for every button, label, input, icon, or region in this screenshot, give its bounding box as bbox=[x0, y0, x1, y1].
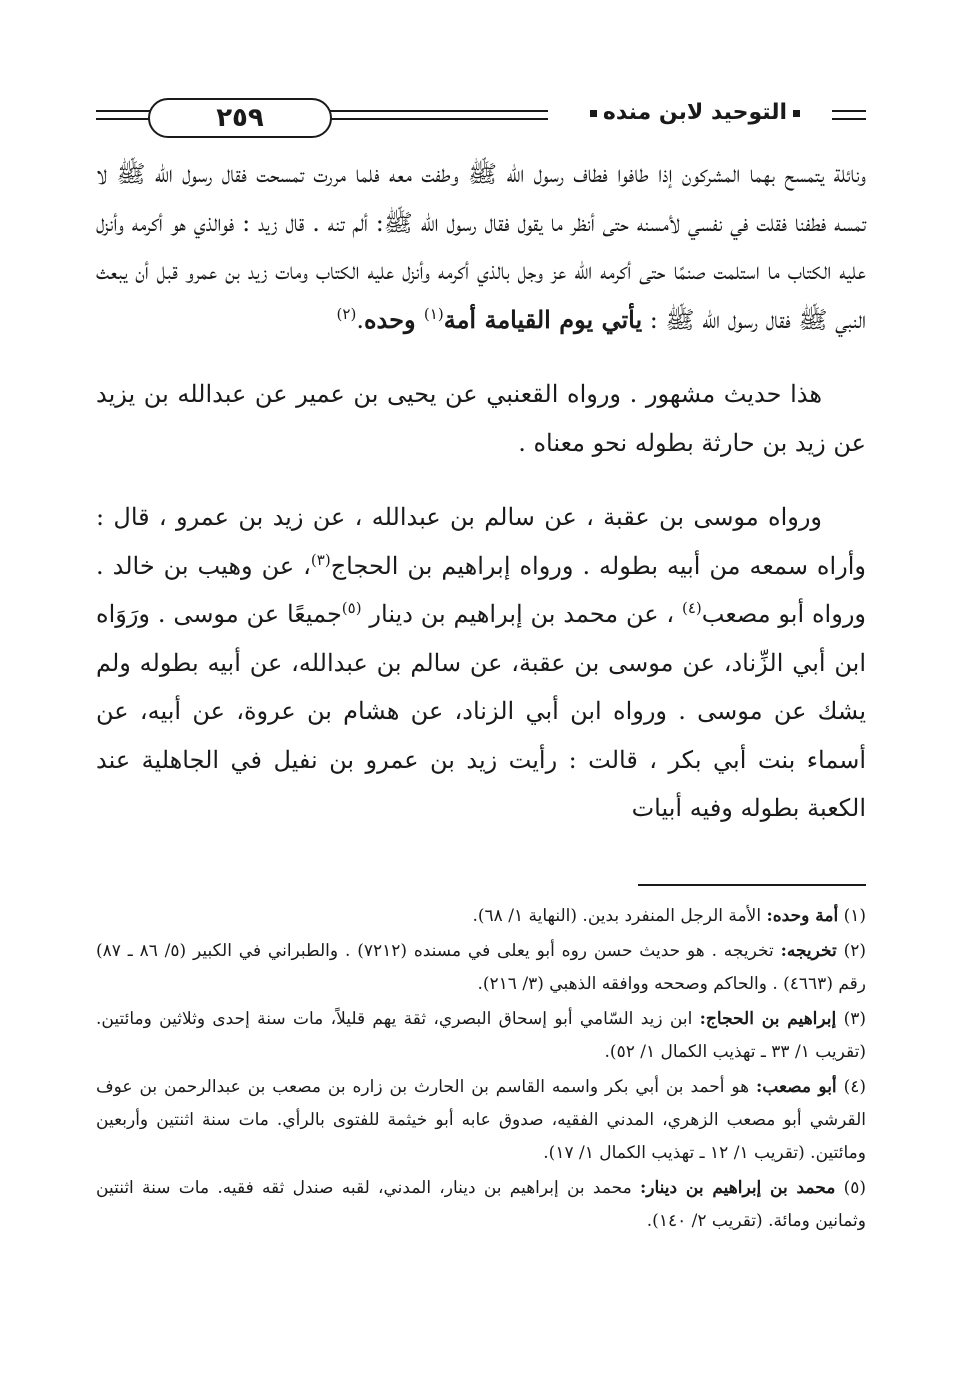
title-marker-right bbox=[793, 110, 800, 117]
footnote-1 bbox=[96, 900, 866, 933]
footnote-text: ابن زيد السّامي أبو إسحاق البصري، ثقة يهم قليلاً، مات سنة إحدى وثلاثين ومائتين. (تقريب ١/ ٣٣ ـ تهذيب الكمال ١/ ٥٢). bbox=[96, 1009, 866, 1062]
header-rule-left-top bbox=[96, 110, 156, 112]
paragraph-3-text-c: ، عن محمد بن إبراهيم بن دينار bbox=[361, 600, 682, 628]
paragraph-3-text-a: ورواه موسى بن عقبة ، عن سالم بن عبدالله ، عن زيد بن عمرو ، قال : وأراه سمعه من أبيه بطوله . ورواه إبراهيم بن الحجاج bbox=[96, 503, 866, 580]
footnotes bbox=[96, 900, 866, 1240]
footnote-text: هو أحمد بن أبي بكر واسمه القاسم بن الحارث بن زاره بن مصعب بن عبدالرحمن بن عوف القرشي أبو مصعب الزهري، المدني الفقيه، صدوق عابه أبو خيثمة للفتوى بالرأي. مات سنة اثنتين وأربعين ومائتين. (تقريب ١/ ١٢ ـ تهذيب الكمال ١/ ١٧). bbox=[96, 1077, 866, 1163]
header-rule-mid-top bbox=[328, 110, 548, 112]
footnote-label: أمة وحده: bbox=[766, 906, 839, 926]
header-rule-left-bottom bbox=[96, 118, 156, 120]
paragraph-1-bold-2: وحده bbox=[363, 304, 424, 334]
footnote-number: (٥) bbox=[843, 1178, 867, 1198]
paragraph-2: هذا حديث مشهور . ورواه القعنبي عن يحيى بن عمير عن عبدالله بن يزيد عن زيد بن حارثة بطوله نحو معناه . bbox=[96, 380, 866, 457]
paragraph-3-text-d: جميعًا عن موسى . ورَوَاه ابن أبي الزِّناد، عن موسى بن عقبة، عن سالم بن عبدالله، عن أبيه بطوله ولم يشك عن موسى . ورواه ابن أبي الزناد، عن هشام بن عروة، عن أبيه، عن أسماء بنت أبي بكر ، قالت : رأيت زيد بن عمرو بن نفيل في الجاهلية عند الكعبة بطوله وفيه أبيات bbox=[96, 600, 866, 822]
footnote-ref-5: (٥) bbox=[341, 599, 362, 617]
footnote-label: محمد بن إبراهيم بن دينار: bbox=[640, 1178, 836, 1198]
paragraph-3-text-b: ، عن وهيب بن خالد . ورواه أبو مصعب bbox=[96, 551, 866, 628]
footnote-3 bbox=[96, 1003, 866, 1069]
footnote-5 bbox=[96, 1172, 866, 1238]
footnote-separator bbox=[638, 884, 866, 886]
page-number-text: ٢٥٩ bbox=[216, 103, 264, 133]
footnote-number: (٤) bbox=[843, 1077, 866, 1097]
paragraph-1-bold: يأتي يوم القيامة أمة bbox=[443, 304, 643, 334]
footnote-text: محمد بن إبراهيم بن دينار، المدني، لقبه صندل ثقه فقيه. مات سنة اثنتين وثمانين ومائة. (تقريب ٢/ ١٤٠). bbox=[96, 1178, 866, 1231]
header-rule-right-top bbox=[832, 110, 866, 112]
footnote-4 bbox=[96, 1071, 866, 1170]
page-header bbox=[96, 96, 866, 142]
footnote-ref-2: (٢) bbox=[336, 304, 357, 323]
page-number bbox=[148, 98, 332, 138]
footnote-text: الأمة الرجل المنفرد بدين. (النهاية ١/ ٦٨). bbox=[472, 906, 767, 926]
paragraph-1-end: . bbox=[356, 305, 364, 334]
footnote-ref-1: (١) bbox=[423, 304, 444, 323]
header-rule-right-bottom bbox=[832, 118, 866, 120]
footnote-label: إبراهيم بن الحجاج: bbox=[699, 1009, 837, 1029]
footnote-text: تخريجه . هو حديث حسن روه أبو يعلى في مسنده (٧٢١٢) . والطبراني في الكبير (٥/ ٨٦ ـ ٨٧) رقم (٤٦٦٣) . والحاكم وصححه ووافقه الذهبي (٣/ ٢١٦). bbox=[96, 941, 866, 994]
footnote-2 bbox=[96, 935, 866, 1001]
header-rule-mid-bottom bbox=[328, 118, 548, 120]
paragraph-1-text: ونائلة يتمسح بهما المشركون إذا طافوا فطاف رسول الله ﷺ وطفت معه فلما مررت تمسحت فقال رسول الله ﷺ لا تمسه فطفنا فقلت في نفسي لأمسنه حتى أنظر ما يقول فقال رسول الله ﷺ: ألم تنه . قال زيد : فوالذي هو أكرمه وأنزل عليه الكتاب ما استلمت صنمًا حتى أكرمه الله عز وجل بالذي أكرمه وأنزل عليه الكتاب ومات زيد بن عمرو قبل أن يبعث النبي ﷺ فقال رسول الله ﷺ : bbox=[96, 160, 866, 334]
footnote-label: تخريجه: bbox=[780, 941, 837, 961]
paragraph-3 bbox=[96, 493, 866, 833]
footnote-number: (١) bbox=[843, 906, 866, 926]
footnote-ref-4: (٤) bbox=[681, 599, 702, 617]
main-text bbox=[96, 150, 866, 833]
book-title-text: التوحيد لابن منده bbox=[602, 100, 788, 125]
footnote-number: (٣) bbox=[843, 1009, 866, 1029]
footnote-label: أبو مصعب: bbox=[755, 1077, 837, 1097]
footnote-number: (٢) bbox=[843, 941, 867, 961]
title-marker-left bbox=[590, 110, 597, 117]
footnote-ref-3: (٣) bbox=[310, 550, 331, 569]
book-title bbox=[570, 100, 820, 125]
paragraph-1 bbox=[96, 150, 866, 344]
